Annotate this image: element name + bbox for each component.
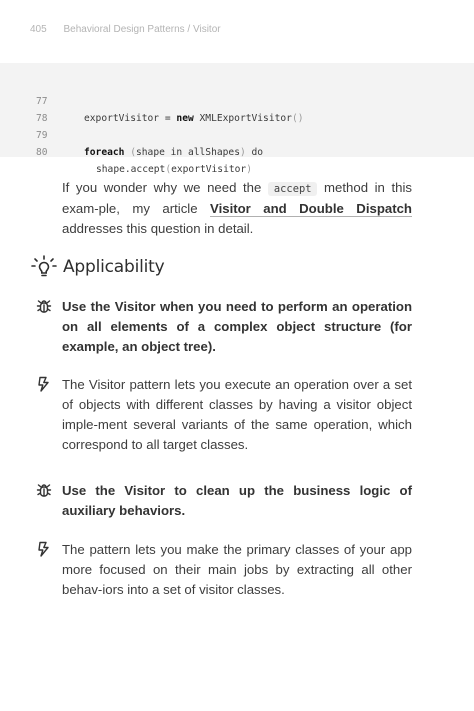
problem-paragraph	[62, 297, 412, 357]
lightning-icon	[36, 541, 52, 557]
code-text: exportVisitor	[171, 164, 247, 175]
bug-icon	[36, 482, 52, 498]
code-punctuation: )	[246, 164, 252, 175]
section-title: Applicability	[63, 257, 165, 277]
code-keyword: foreach	[84, 147, 125, 158]
intro-text: addresses this question in detail.	[62, 221, 254, 236]
bug-icon	[36, 298, 52, 314]
inline-code: accept	[268, 182, 318, 196]
line-number: 77	[36, 96, 48, 107]
code-punctuation: ()	[291, 113, 304, 124]
code-punctuation: )	[239, 147, 246, 158]
breadcrumb: Behavioral Design Patterns / Visitor	[63, 24, 221, 35]
line-number: 80	[36, 147, 48, 158]
solution-paragraph	[62, 540, 412, 600]
intro-text: method in this exam-ple, my article	[62, 180, 412, 216]
page-number: 405	[30, 24, 47, 35]
line-number: 78	[36, 113, 48, 124]
code-punctuation: (	[124, 147, 136, 158]
lightning-icon	[36, 376, 52, 392]
solution-text: The Visitor pattern lets you execute an operation over a set of objects with different classes by having a visitor object imple-ment several variants of the same operation, which correspond to all target classes.	[62, 377, 412, 452]
code-text: shape.accept	[96, 164, 166, 175]
problem-text: Use the Visitor to clean up the business logic of auxiliary behaviors.	[62, 483, 412, 518]
code-text: do	[245, 147, 264, 158]
lightbulb-icon	[30, 255, 58, 279]
problem-text: Use the Visitor when you need to perform an operation on all elements of a complex object structure (for example, an object tree).	[62, 299, 412, 354]
solution-text: The pattern lets you make the primary classes of your app more focused on their main jobs by extracting all other behav-iors into a set of visitor classes.	[62, 542, 412, 597]
intro-text: If you wonder why we need the	[62, 180, 268, 195]
intro-paragraph	[62, 178, 412, 239]
problem-paragraph	[62, 481, 412, 521]
page-header	[30, 24, 221, 35]
code-block	[0, 63, 474, 175]
code-text: exportVisitor =	[84, 113, 177, 124]
code-punctuation: (	[165, 164, 172, 175]
code-text: shape in allShapes	[136, 147, 240, 158]
code-text: XMLExportVisitor	[193, 113, 292, 124]
code-keyword: new	[176, 113, 194, 124]
line-number: 79	[36, 130, 48, 141]
solution-paragraph	[62, 375, 412, 455]
article-link[interactable]: Visitor and Double Dispatch	[210, 201, 412, 216]
